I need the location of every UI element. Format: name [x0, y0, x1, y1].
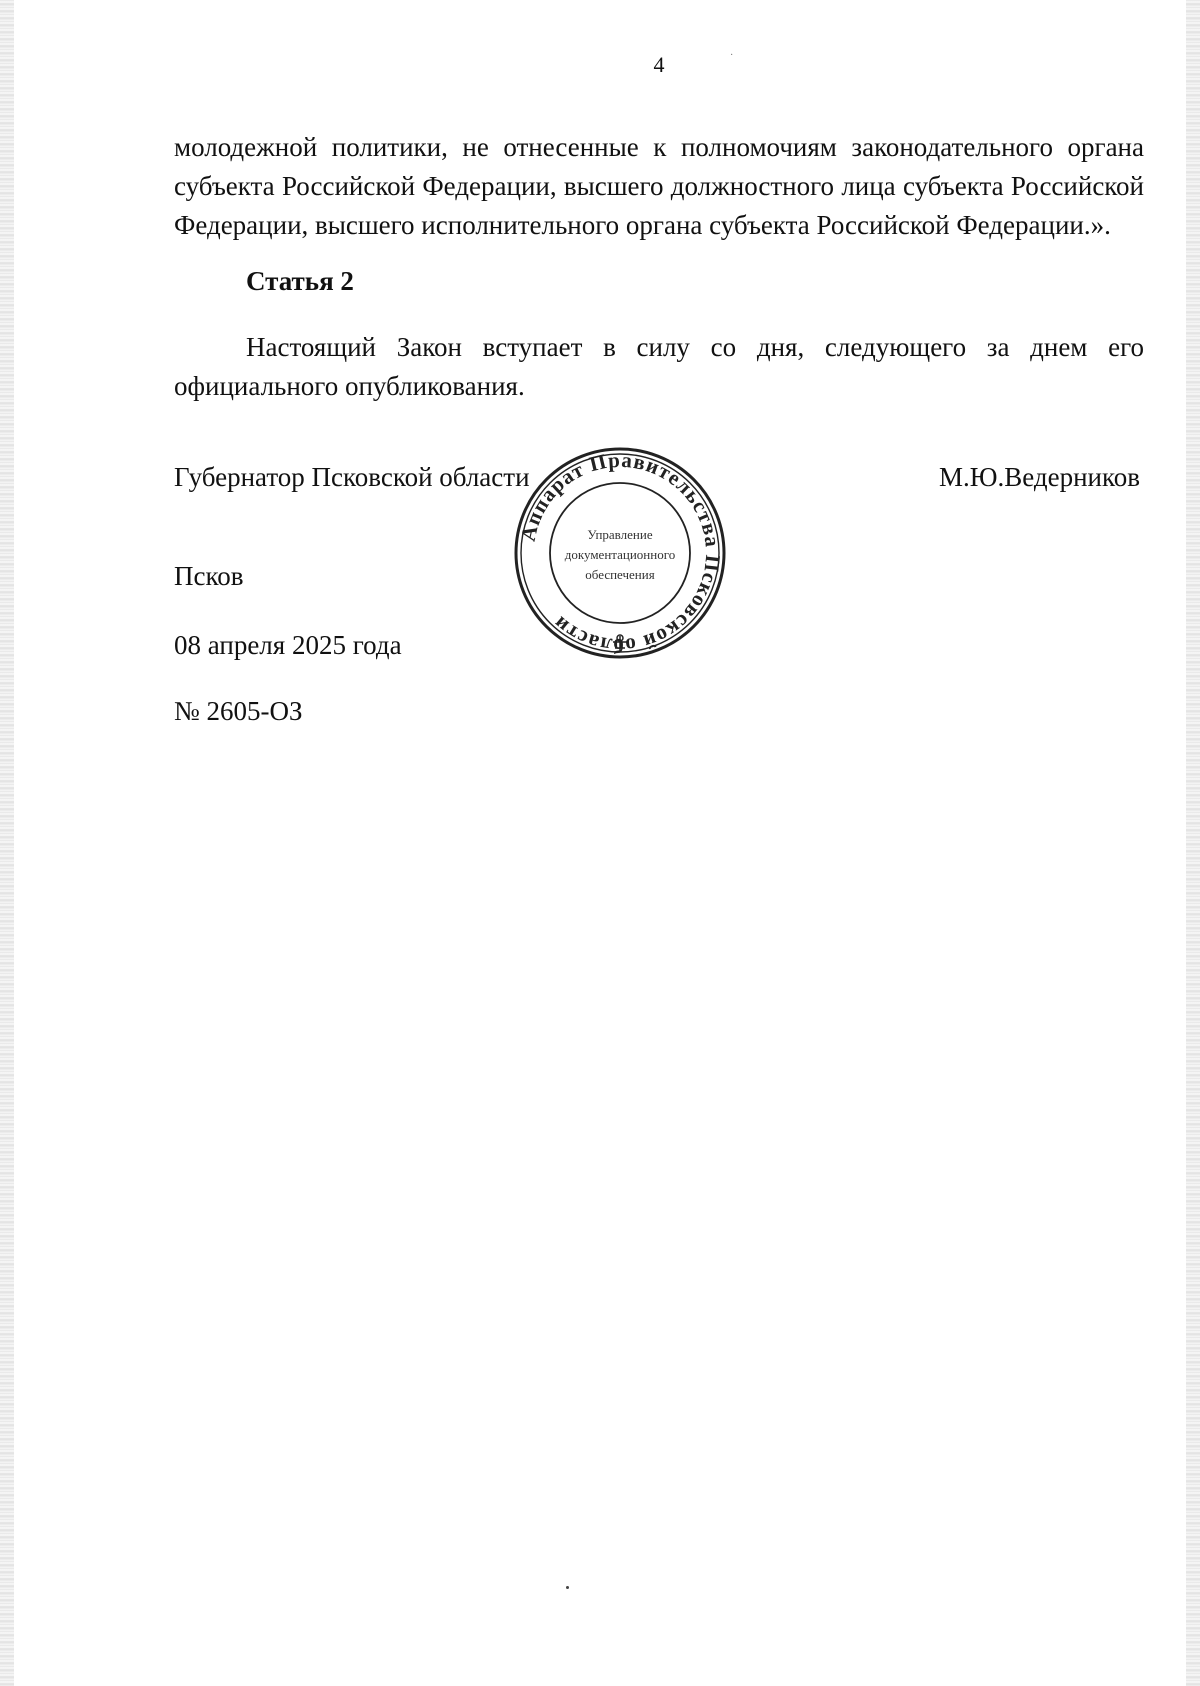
page-number: 4 — [653, 52, 665, 77]
scan-right-edge — [1186, 0, 1200, 1686]
stamp-inner-line-1: Управление — [587, 527, 653, 542]
scan-artifact-dot-bottom — [566, 1586, 569, 1589]
signing-city: Псков — [174, 561, 244, 591]
article-title: Статья 2 — [246, 266, 354, 296]
stamp-inner-line-2: документационного — [564, 547, 676, 562]
signatory-role: Губернатор Псковской области — [174, 462, 530, 492]
stamp-outer-text: Аппарат Правительства Псковской области — [515, 447, 726, 659]
signing-date: 08 апреля 2025 года — [174, 630, 402, 660]
official-stamp — [509, 442, 731, 664]
stamp-inner-line-3: обеспечения — [585, 567, 655, 582]
scan-artifact-dot: · — [730, 50, 734, 61]
signatory-name: М.Ю.Ведерников — [938, 462, 1140, 492]
law-number: № 2605-ОЗ — [174, 696, 303, 726]
scan-left-edge — [0, 0, 14, 1686]
body-paragraph-continued: молодежной политики, не отнесенные к полномочиям законодательного органа субъекта Российской Федерации, высшего должностного лица субъекта Российской Федерации, высшего исполнительного органа субъекта Российской Федерации.». — [174, 132, 1144, 240]
article-body: Настоящий Закон вступает в силу со дня, следующего за днем его официального опубликования. — [174, 332, 1144, 401]
